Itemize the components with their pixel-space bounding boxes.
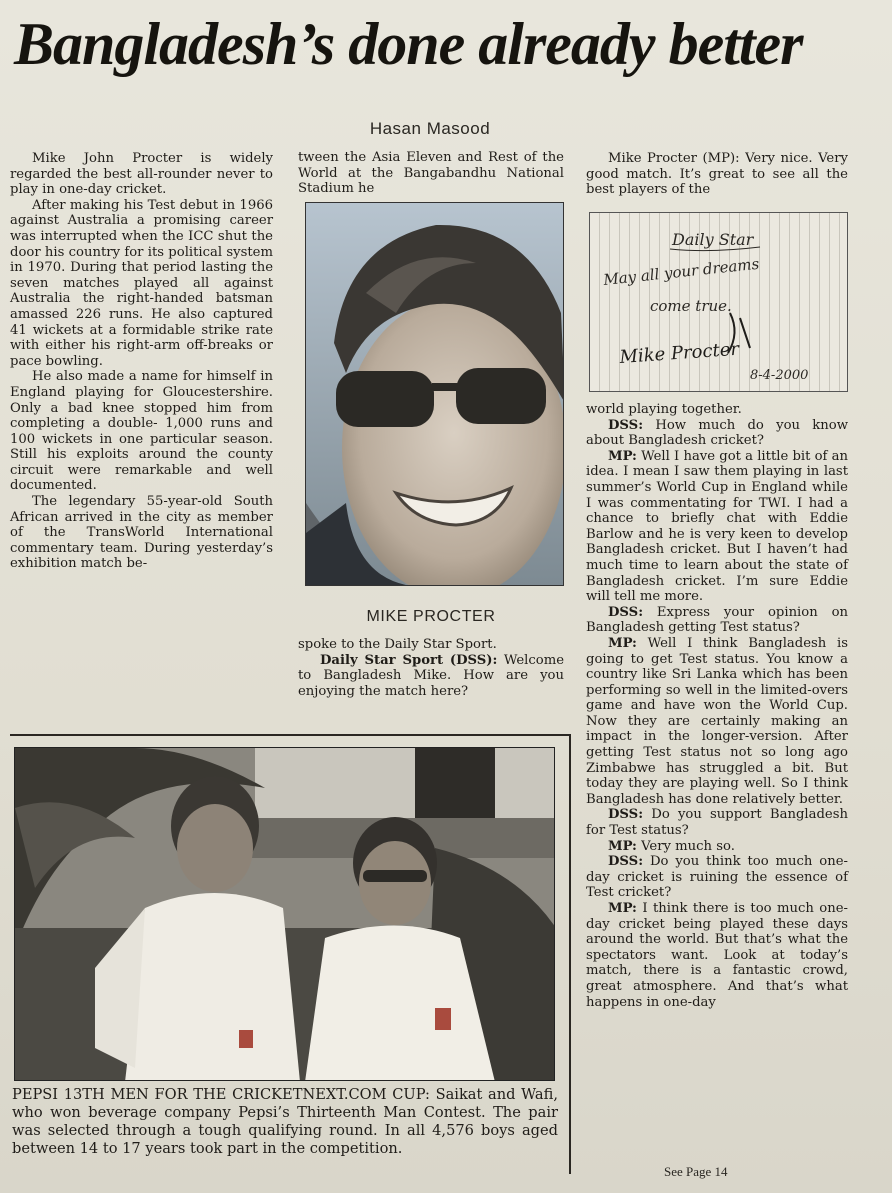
continuation-note: See Page 14	[664, 1164, 728, 1179]
paragraph: The legendary 55-year-old South African arrived in the city as member of the TransWorld International commentary team. During yesterday’s exhibition match be-	[10, 494, 273, 572]
column-divider	[569, 734, 571, 1174]
paragraph: world playing together.	[586, 402, 742, 417]
qa-text: Express your opinion on Bangladesh getting Test status?	[586, 604, 848, 636]
autograph-note	[589, 212, 848, 392]
qa-text: Welcome to Bangladesh Mike. How are you enjoying the match here?	[298, 652, 564, 699]
photo-caption: MIKE PROCTER	[366, 608, 496, 625]
paragraph: He also made a name for himself in England playing for Gloucestershire. Only a bad knee stopped him from completing a double- 1,000 runs and 100 wickets in one particular season. Still his exploits around the county circuit were remarkable and well documented.	[10, 369, 273, 494]
qa-label: MP:	[608, 901, 637, 916]
pepsi-winners-photo	[14, 747, 555, 1081]
article-column-3-bottom	[586, 402, 848, 1010]
qa-label: Daily Star Sport (DSS):	[320, 652, 498, 668]
qa-text: Well I have got a little bit of an idea. I mean I saw them playing in last summer’s World Cup in England while I was commentating for TWI. I had a chance to briefly chat with Eddie Barlow and he is very keen to develop Bangladesh cricket. But I haven’t had much time to learn about the state of Bangladesh cricket. I’m sure Eddie will tell me more.	[586, 448, 848, 605]
article-column-2-top	[298, 150, 564, 197]
paragraph: After making his Test debut in 1966 against Australia a promising career was interrupted when the ICC shut the door his country for its political system in 1970. During that period lasting the seven matches played all against Australia the right-handed batsman amassed 226 runs. He also captured 41 wickets at a formidable strike rate with either his right-arm off-breaks or pace bowling.	[10, 197, 273, 369]
headline: Bangladesh’s done already better	[14, 11, 803, 77]
qa-text: Well I think Bangladesh is going to get Test status. You know a country like Sri Lanka which has been performing so well in the limited-overs game and have won the World Cup. Now they are certainly making an impact in the longer-version. After getting Test status not so long ago Zimbabwe has struggled a bit. But today they are playing well. So I think Bangladesh has done relatively better.	[586, 635, 848, 807]
qa-label: DSS:	[608, 854, 644, 870]
article-column-3-top	[586, 151, 848, 198]
autograph-title: Daily Star	[672, 230, 754, 249]
qa-label: DSS:	[608, 417, 644, 433]
paragraph: Mike John Procter is widely regarded the best all-rounder never to play in one-day cricket.	[10, 151, 273, 198]
photo-caption: PEPSI 13TH MEN FOR THE CRICKETNEXT.COM CUP: Saikat and Wafi, who won beverage company Pepsi’s Thirteenth Man Contest. The pair was selected through a tough qualifying round. In all 4,576 boys aged between 14 to 17 years took part in the competition.	[12, 1086, 558, 1157]
autograph-line-1: May all your dreams	[602, 254, 761, 289]
qa-label: MP:	[608, 838, 637, 854]
paragraph: tween the Asia Eleven and Rest of the World at the Bangabandhu National Stadium he	[298, 150, 564, 197]
byline: Hasan Masood	[369, 119, 491, 138]
qa-label: MP:	[608, 448, 637, 464]
qa-label: MP:	[608, 635, 637, 651]
autograph-date: 8-4-2000	[750, 368, 809, 383]
autograph-line-2: come true.	[650, 297, 732, 315]
qa-text: Do you support Bangladesh for Test status?	[586, 807, 848, 839]
qa-text: How much do you know about Bangladesh cricket?	[586, 417, 848, 449]
qa-text: Do you think too much one-day cricket is ruining the essence of Test cricket?	[586, 854, 848, 901]
paragraph: spoke to the Daily Star Sport.	[298, 637, 497, 652]
mike-procter-photo	[305, 202, 564, 586]
qa-label: DSS:	[608, 807, 644, 823]
autograph-signature: Mike Procter	[618, 338, 740, 368]
section-divider	[10, 734, 570, 736]
article-column-1	[10, 151, 273, 572]
paragraph: Mike Procter (MP): Very nice. Very good match. It’s great to see all the best players of the	[586, 151, 848, 198]
article-column-2-bottom	[298, 637, 564, 699]
qa-label: DSS:	[608, 604, 644, 620]
qa-text: I think there is too much one-day cricket being played these days around the world. But that’s what the spectators want. Look at today’s match, there is a fantastic crowd, great atmosphere. And that’s what happens in one-day	[586, 901, 848, 1010]
qa-text: Very much so.	[636, 838, 735, 854]
